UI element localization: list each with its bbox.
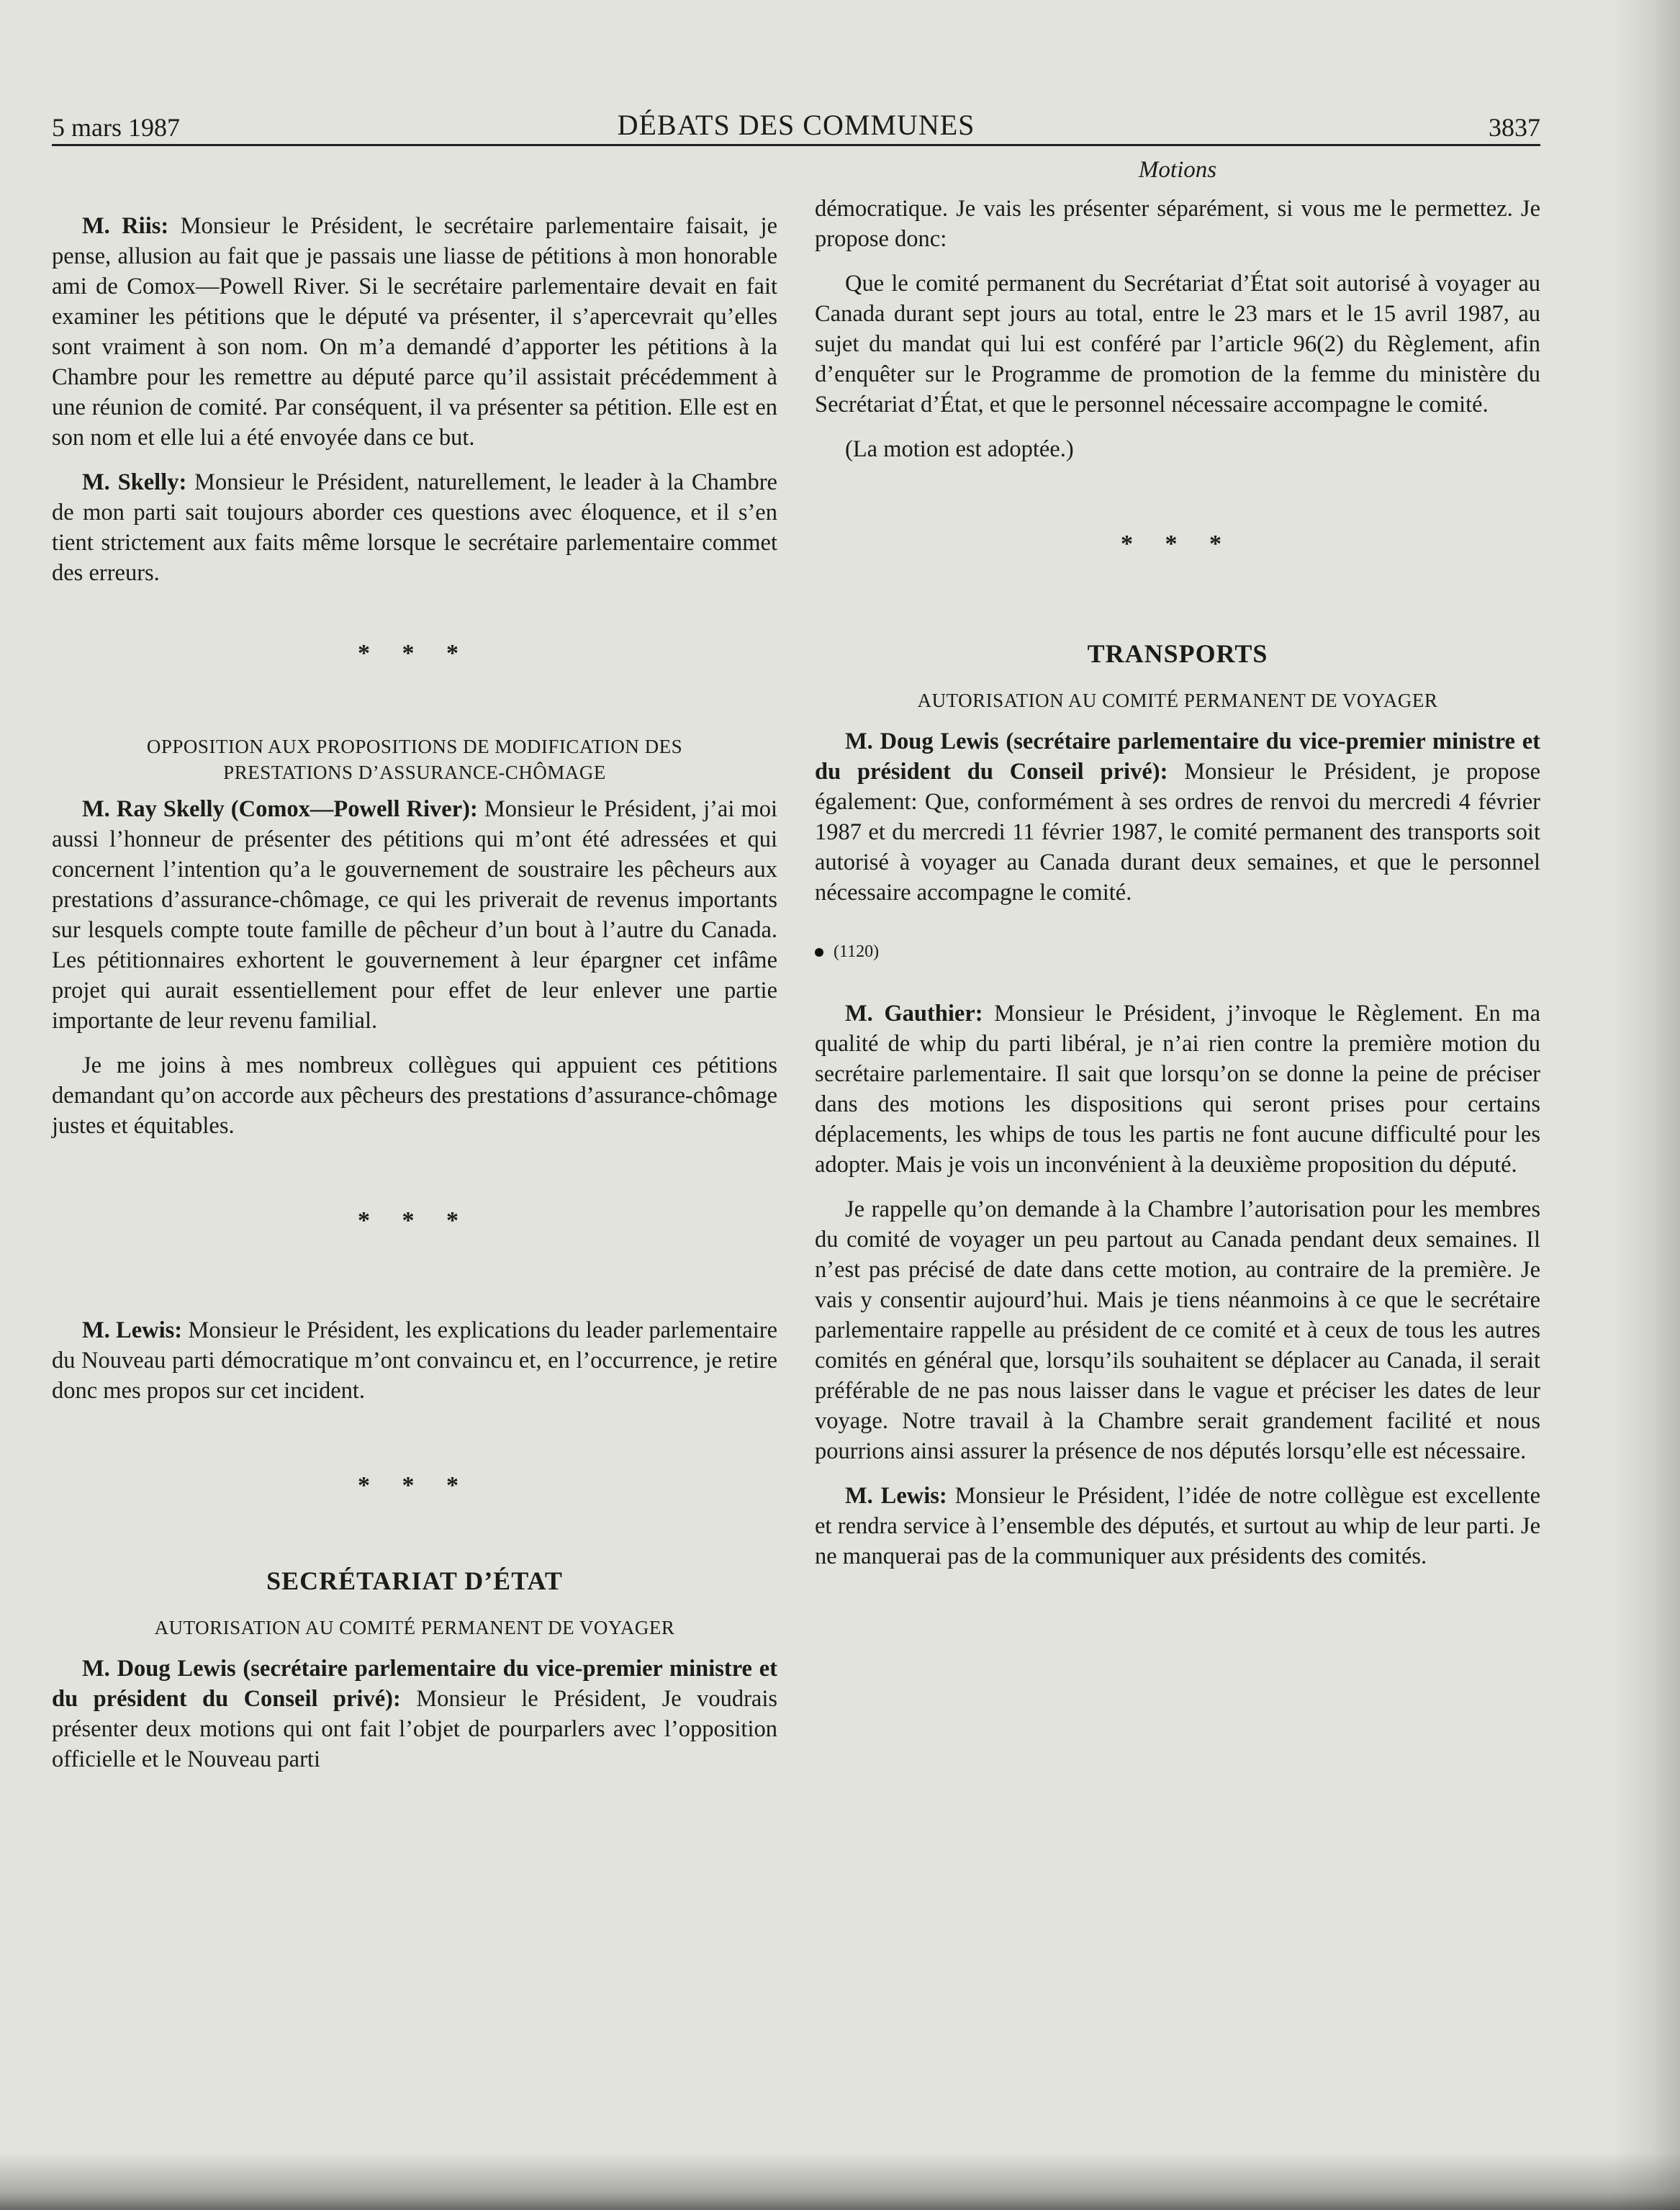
section-separator: * * * bbox=[358, 1207, 471, 1234]
section-heading: SECRÉTARIAT D’ÉTAT bbox=[266, 1566, 563, 1595]
speaker-name: M. Doug Lewis (secrétaire parlementaire du vice-premier ministre et du président du Conseil privé): bbox=[815, 729, 1540, 785]
section-separator: * * * bbox=[358, 1472, 471, 1499]
left-column bbox=[52, 155, 777, 1789]
paragraph-text: (La motion est adoptée.) bbox=[845, 436, 1074, 462]
timestamp-text: (1120) bbox=[834, 942, 880, 961]
page-bottom-shadow bbox=[0, 2152, 1680, 2210]
running-head: Motions bbox=[1138, 157, 1217, 183]
paragraph-text: Je me joins à mes nombreux collègues qui appuient ces pétitions demandant qu’on accorde aux pêcheurs des prestations d’assurance-chômage justes et équitables. bbox=[52, 1052, 777, 1139]
paragraph-text: Monsieur le Président, Je voudrais présenter deux motions qui ont fait l’objet de pourparlers avec l’opposition officielle et le Nouveau parti bbox=[52, 1686, 778, 1772]
speaker-name: M. Gauthier: bbox=[845, 1001, 983, 1027]
header-rule bbox=[52, 144, 1540, 146]
paragraph bbox=[52, 467, 777, 588]
page-header bbox=[52, 108, 1540, 148]
paragraph bbox=[815, 269, 1540, 420]
header-date: 5 mars 1987 bbox=[52, 113, 180, 142]
paragraph bbox=[52, 211, 777, 453]
speaker-name: M. Lewis: bbox=[845, 1483, 947, 1509]
paragraph-text: Monsieur le Président, l’idée de notre collègue est excellente et rendra service à l’ensemble des députés, et surtout au whip de leur parti. Je ne manquerai pas de la communiquer aux présidents des comités. bbox=[815, 1483, 1540, 1569]
section-heading: TRANSPORTS bbox=[1087, 639, 1268, 668]
paragraph-text: Je rappelle qu’on demande à la Chambre l’autorisation pour les membres du comité de voyager un peu partout au Canada pendant deux semaines. Il n’est pas précisé de date dans cette motion, au contraire de la première. Je vais y consentir aujourd’hui. Mais je tiens néanmoins à ce que le secrétaire parlementaire rappelle au président de ce comité et à ceux de tous les autres comités en général que, lorsqu’ils souhaitent se déplacer au Canada, il serait préférable de ne pas nous laisser dans le vague et préciser les dates de leur voyage. Notre travail à la Chambre serait grandement facilité et nous pourrions ainsi assurer la présence de nos députés lorsqu’elle est nécessaire. bbox=[815, 1196, 1540, 1464]
paragraph bbox=[815, 194, 1540, 254]
speaker-name: M. Riis: bbox=[82, 213, 169, 239]
paragraph-text: Que le comité permanent du Secrétariat d’État soit autorisé à voyager au Canada durant sept jours au total, entre le 23 mars et le 15 avril 1987, au sujet du mandat qui lui est conféré par l’article 96(2) du Règlement, afin d’enquêter sur le Programme de promotion de la femme du ministère du Secrétariat d’État, et que le personnel nécessaire accompagne le comité. bbox=[815, 271, 1540, 418]
paragraph bbox=[52, 1050, 777, 1141]
paragraph-text: Monsieur le Président, naturellement, le leader à la Chambre de mon parti sait toujours aborder ces questions avec éloquence, et il s’en tient strictement aux faits même lorsque le secrétaire parlementaire commet des erreurs. bbox=[52, 469, 777, 586]
timestamp bbox=[815, 937, 1540, 967]
header-title: DÉBATS DES COMMUNES bbox=[617, 109, 975, 141]
speaker-name: M. Ray Skelly (Comox—Powell River): bbox=[82, 796, 478, 822]
paragraph bbox=[815, 726, 1540, 908]
paragraph-text: Monsieur le Président, j’invoque le Règlement. En ma qualité de whip du parti libéral, je n’ai rien contre la première motion du secrétaire parlementaire. Il sait que lorsqu’on se donne la peine de préciser dans des motions les dispositions qui seront prises pour certains déplacements, les whips de tous les partis ne font aucune difficulté pour les adopter. Mais je vois un inconvénient à la deuxième proposition du député. bbox=[815, 1001, 1540, 1178]
page-edge-shadow bbox=[1612, 0, 1680, 2210]
paragraph-text: Monsieur le Président, j’ai moi aussi l’honneur de présenter des pétitions qui m’ont été adressées et qui concernent l’intention qu’a le gouvernement de soustraire les pêcheurs aux prestations d’assurance-chômage, ce qui les priverait de revenus importants sur lesquels compte toute famille de pêcheur d’un bout à l’autre du Canada. Les pétitionnaires exhortent le gouvernement à leur épargner cet infâme projet qui aurait essentiellement pour effet de leur enlever une partie importante de leur revenu familial. bbox=[52, 796, 777, 1034]
paragraph-text: démocratique. Je vais les présenter séparément, si vous me le permettez. Je propose donc: bbox=[815, 196, 1540, 252]
right-column bbox=[815, 155, 1540, 1586]
paragraph bbox=[815, 1194, 1540, 1466]
paragraph bbox=[52, 1654, 777, 1774]
speaker-name: M. Skelly: bbox=[82, 469, 187, 495]
section-subheading: AUTORISATION AU COMITÉ PERMANENT DE VOYAGER bbox=[917, 690, 1438, 711]
paragraph-text: Monsieur le Président, les explications du leader parlementaire du Nouveau parti démocratique m’ont convaincu et, en l’occurrence, je retire donc mes propos sur cet incident. bbox=[52, 1317, 777, 1404]
section-subheading: AUTORISATION AU COMITÉ PERMANENT DE VOYAGER bbox=[154, 1617, 675, 1638]
section-subheading: OPPOSITION AUX PROPOSITIONS DE MODIFICATION DES PRESTATIONS D’ASSURANCE-CHÔMAGE bbox=[146, 736, 683, 783]
paragraph-text: Monsieur le Président, je propose également: Que, conformément à ses ordres de renvoi du mercredi 4 février 1987 et du mercredi 11 février 1987, le comité permanent des transports soit autorisé à voyager au Canada durant deux semaines, et que le personnel nécessaire accompagne le comité. bbox=[815, 759, 1540, 906]
bullet-dot-icon bbox=[815, 948, 823, 957]
paragraph bbox=[815, 998, 1540, 1180]
section-separator: * * * bbox=[358, 640, 471, 667]
paragraph bbox=[52, 794, 777, 1036]
header-page-number: 3837 bbox=[1489, 113, 1540, 142]
paragraph bbox=[815, 1481, 1540, 1571]
paragraph bbox=[815, 434, 1540, 464]
section-separator: * * * bbox=[1121, 531, 1234, 557]
paragraph bbox=[52, 1315, 777, 1406]
paragraph-text: Monsieur le Président, le secrétaire parlementaire faisait, je pense, allusion au fait que je passais une liasse de pétitions à mon honorable ami de Comox—Powell River. Si le secrétaire parlementaire devait en fait examiner les pétitions que le député va présenter, il s’apercevrait qu’elles sont vraiment à son nom. On m’a demandé d’apporter les pétitions à la Chambre pour les remettre au député parce qu’il assistait précédemment à une réunion de comité. Par conséquent, il va présenter sa pétition. Elle est en son nom et elle lui a été envoyée dans ce but. bbox=[52, 213, 777, 451]
speaker-name: M. Lewis: bbox=[82, 1317, 183, 1343]
speaker-name: M. Doug Lewis (secrétaire parlementaire du vice-premier ministre et du président du Conseil privé): bbox=[52, 1656, 777, 1712]
